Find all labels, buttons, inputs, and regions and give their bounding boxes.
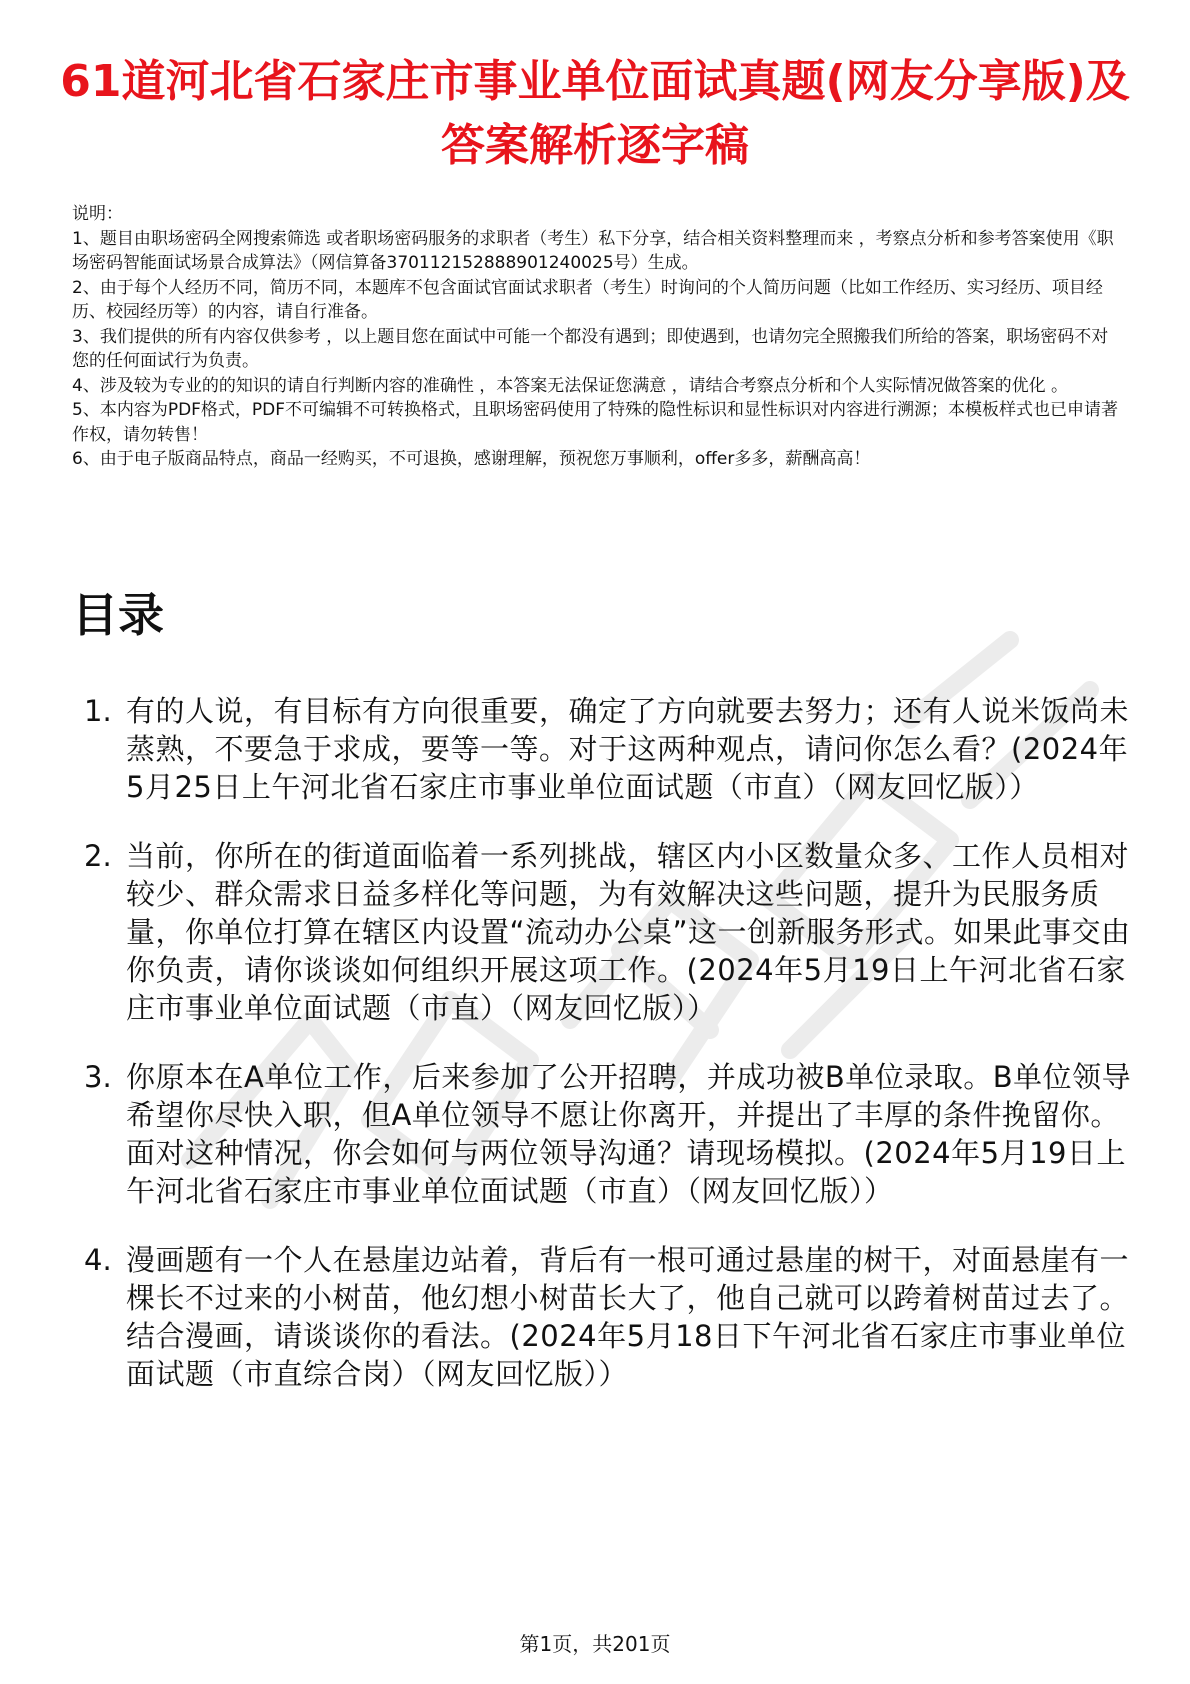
toc-item-number: 4. — [84, 1243, 112, 1277]
document-title: 61道河北省石家庄市事业单位面试真题(网友分享版)及答案解析逐字稿 — [60, 56, 1130, 171]
notes-item: 6、由于电子版商品特点，商品一经购买，不可退换，感谢理解，预祝您万事顺利，offer多多，薪酬高高！ — [72, 449, 871, 469]
notes-item: 4、涉及较为专业的的知识的请自行判断内容的准确性 ，本答案无法保证您满意 ，请结合考察点分析和个人实际情况做答案的优化 。 — [72, 375, 1069, 396]
toc-item-number: 2. — [84, 839, 112, 873]
notes-item: 5、本内容为PDF格式，PDF不可编辑不可转换格式，且职场密码使用了特殊的隐性标识和显性标识对内容进行溯源；本模板样式也已申请著作权，请勿转售！ — [72, 400, 1119, 445]
toc-item[interactable] — [72, 1241, 1132, 1393]
toc-item[interactable] — [72, 692, 1132, 806]
notes-item: 1、题目由职场密码全网搜索筛选 或者职场密码服务的求职者（考生）私下分享，结合相关资料整理而来 ，考察点分析和参考答案使用《职场密码智能面试场景合成算法》（网信算备370112152888901240025号）生成。 — [72, 228, 1114, 273]
table-of-contents — [72, 692, 1132, 1424]
toc-item-text[interactable]: 漫画题有一个人在悬崖边站着，背后有一根可通过悬崖的树干，对面悬崖有一棵长不过来的小树苗，他幻想小树苗长大了，他自己就可以跨着树苗过去了。结合漫画，请谈谈你的看法。(2024年5月18日下午河北省石家庄市事业单位面试题（市直综合岗）（网友回忆版）） — [126, 1243, 1130, 1391]
toc-item-number: 1. — [84, 694, 112, 728]
toc-item-text[interactable]: 有的人说，有目标有方向很重要，确定了方向就要去努力；还有人说米饭尚未蒸熟，不要急于求成，要等一等。对于这两种观点，请问你怎么看？(2024年5月25日上午河北省石家庄市事业单位面试题（市直）（网友回忆版）） — [126, 694, 1130, 804]
page-footer: 第1页，共201页 — [519, 1632, 671, 1656]
toc-item-number: 3. — [84, 1060, 112, 1094]
notes-label: 说明： — [72, 204, 123, 224]
toc-heading: 目录 — [72, 588, 164, 642]
notes-item: 2、由于每个人经历不同，简历不同，本题库不包含面试官面试求职者（考生）时询问的个人简历问题（比如工作经历、实习经历、项目经历、校园经历等）的内容，请自行准备。 — [72, 277, 1103, 322]
toc-item[interactable] — [72, 837, 1132, 1027]
toc-item[interactable] — [72, 1058, 1132, 1210]
disclaimer-notes — [72, 202, 1122, 472]
toc-item-text[interactable]: 你原本在A单位工作，后来参加了公开招聘，并成功被B单位录取。B单位领导希望你尽快入职，但A单位领导不愿让你离开，并提出了丰厚的条件挽留你。面对这种情况，你会如何与两位领导沟通？请现场模拟。(2024年5月19日上午河北省石家庄市事业单位面试题（市直）（网友回忆版）） — [126, 1060, 1132, 1208]
toc-item-text[interactable]: 当前，你所在的街道面临着一系列挑战，辖区内小区数量众多、工作人员相对较少、群众需求日益多样化等问题，为有效解决这些问题，提升为民服务质量，你单位打算在辖区内设置“流动办公桌”这一创新服务形式。如果此事交由你负责，请你谈谈如何组织开展这项工作。(2024年5月19日上午河北省石家庄市事业单位面试题（市直）（网友回忆版）） — [126, 839, 1131, 1025]
notes-item: 3、我们提供的所有内容仅供参考 ，以上题目您在面试中可能一个都没有遇到；即使遇到，也请勿完全照搬我们所给的答案，职场密码不对您的任何面试行为负责。 — [72, 326, 1109, 371]
